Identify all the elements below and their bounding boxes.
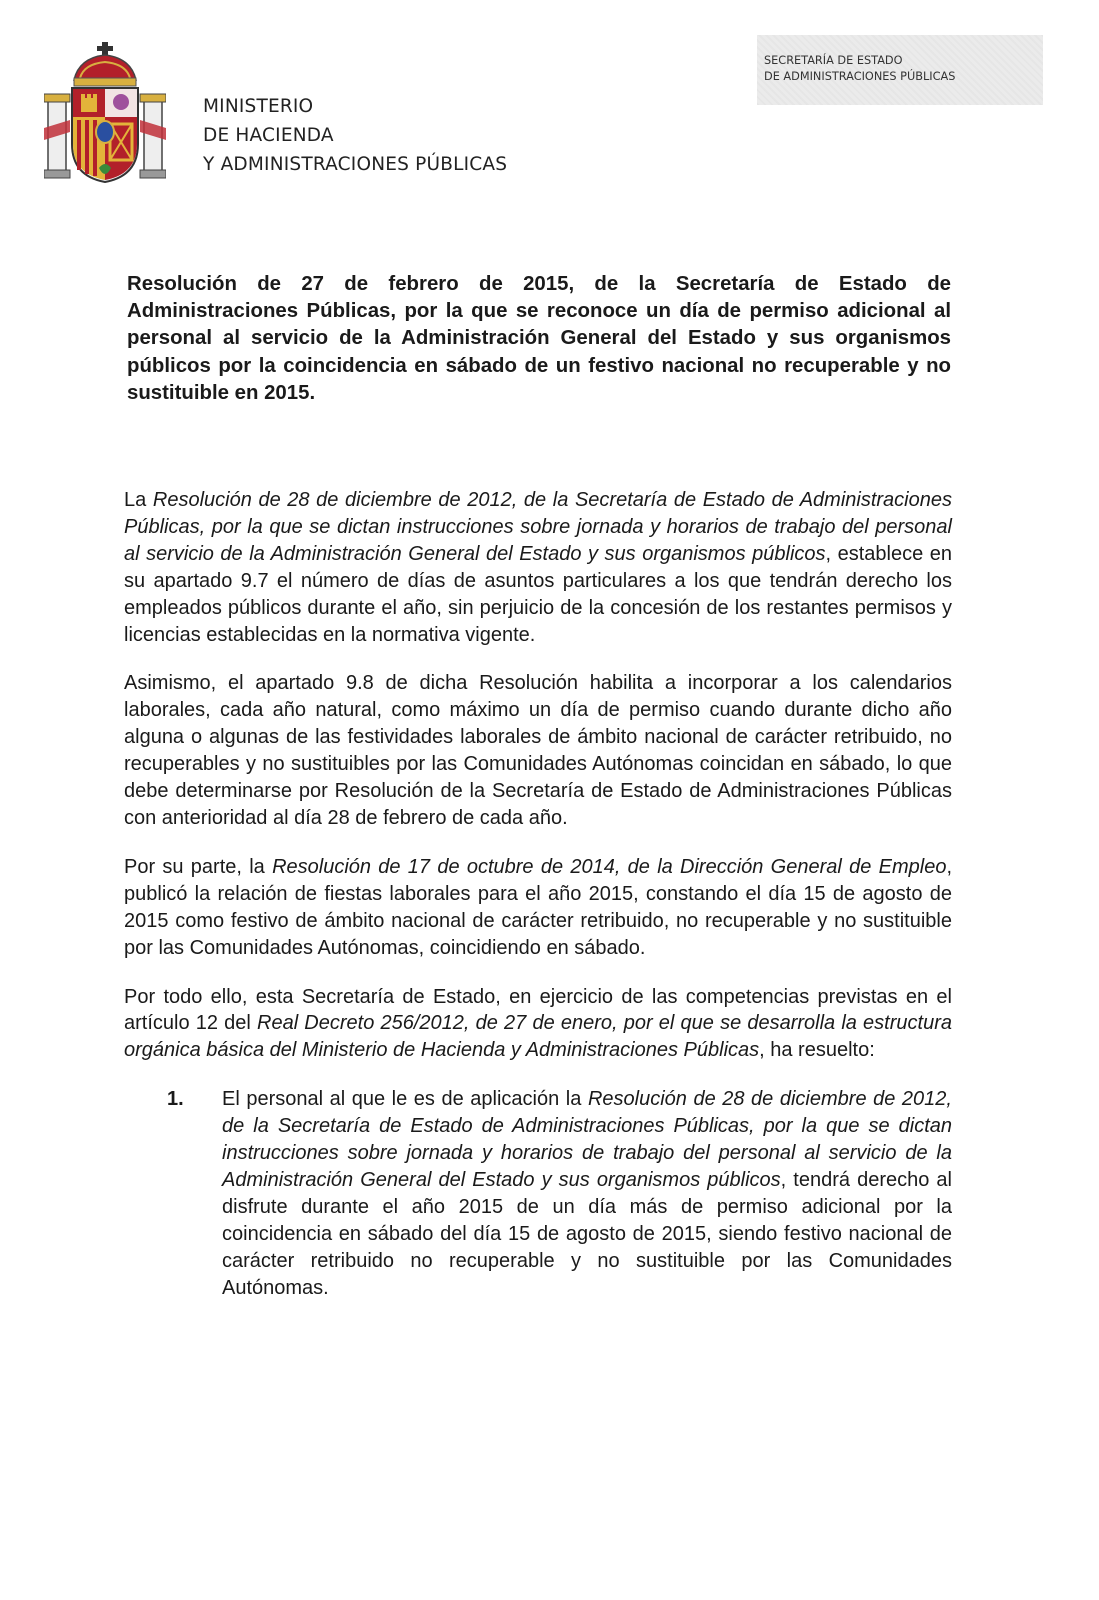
list-item: [124, 1086, 952, 1301]
paragraph-text: , establece en su apartado 9.7 el número de días de asuntos particulares a los que tendrán derecho los empleados públicos durante el año, sin perjuicio de la concesión de los restantes permisos y licencias establecidas en la normativa vigente.: [124, 542, 953, 646]
italic-citation: Real Decreto 256/2012, de 27 de enero, por el que se desarrolla la estructura orgánica básica del Ministerio de Hacienda y Administraciones Públicas: [124, 1012, 952, 1062]
italic-citation: Resolución de 28 de diciembre de 2012, de la Secretaría de Estado de Administraciones Públicas, por la que se dictan instrucciones sobre jornada y horarios de trabajo del personal al servicio de la Administración General del Estado y sus organismos públicos: [124, 489, 952, 565]
list-number: 1.: [167, 1088, 184, 1111]
paragraph-text: Por todo ello, esta Secretaría de Estado, en ejercicio de las competencias previstas en el artículo 12 del: [124, 985, 952, 1035]
document-body: [124, 487, 952, 1301]
paragraph-text: Por su parte, la: [124, 855, 273, 878]
list-text: El personal al que le es de aplicación la: [222, 1088, 588, 1111]
stamp-line-2: DE ADMINISTRACIONES PÚBLICAS: [764, 70, 956, 83]
paragraph-text: La: [124, 489, 153, 511]
italic-citation: Resolución de 28 de diciembre de 2012, de la Secretaría de Estado de Administraciones Públicas, por la que se dictan instrucciones sobre jornada y horarios de trabajo del personal al servicio de la Administración General del Estado y sus organismos públicos: [222, 1088, 952, 1191]
spanish-coat-of-arms-icon: [44, 40, 166, 185]
ministry-name: [203, 92, 507, 179]
paragraph-text: Asimismo, el apartado 9.8 de dicha Resolución habilita a incorporar a los calendarios laborales, cada año natural, como máximo un día de permiso cuando durante dicho año alguna o algunas de las festividades laborales de ámbito nacional de carácter retribuido, no recuperables y no sustituibles por las Comunidades Autónomas coincidan en sábado, lo que debe determinarse por Resolución de la Secretaría de Estado de Administraciones Públicas con anterioridad al día 28 de febrero de cada año.: [124, 672, 952, 829]
ministry-line-2: DE HACIENDA: [203, 125, 334, 146]
paragraph-3: [124, 854, 952, 962]
paragraph-text: , publicó la relación de fiestas laborales para el año 2015, constando el día 15 de agosto de 2015 como festivo de ámbito nacional de carácter retribuido, no recuperable y no sustituible por las Comunidades Autónomas, coincidiendo en sábado.: [124, 855, 952, 959]
ministry-line-1: MINISTERIO: [203, 96, 314, 117]
stamp-line-1: SECRETARÍA DE ESTADO: [764, 54, 903, 67]
department-stamp: [757, 35, 1043, 105]
ministry-line-3: Y ADMINISTRACIONES PÚBLICAS: [203, 154, 508, 175]
paragraph-2: [124, 670, 952, 831]
resolution-list: [124, 1086, 952, 1301]
italic-citation: Resolución de 17 de octubre de 2014, de la Dirección General de Empleo: [272, 855, 947, 878]
paragraph-text: , ha resuelto:: [759, 1039, 875, 1062]
resolution-title: Resolución de 27 de febrero de 2015, de la Secretaría de Estado de Administraciones Públicas, por la que se reconoce un día de permiso adicional al personal al servicio de la Administración General del Estado y sus organismos públicos por la coincidencia en sábado de un festivo nacional no recuperable y no sustituible en 2015.: [127, 273, 951, 404]
paragraph-1: [124, 487, 952, 648]
paragraph-4: [124, 984, 952, 1065]
list-text: , tendrá derecho al disfrute durante el año 2015 de un día más de permiso adicional por la coincidencia en sábado del día 15 de agosto de 2015, siendo festivo nacional de carácter retribuido no recuperable y no sustituible por las Comunidades Autónomas.: [222, 1168, 953, 1299]
